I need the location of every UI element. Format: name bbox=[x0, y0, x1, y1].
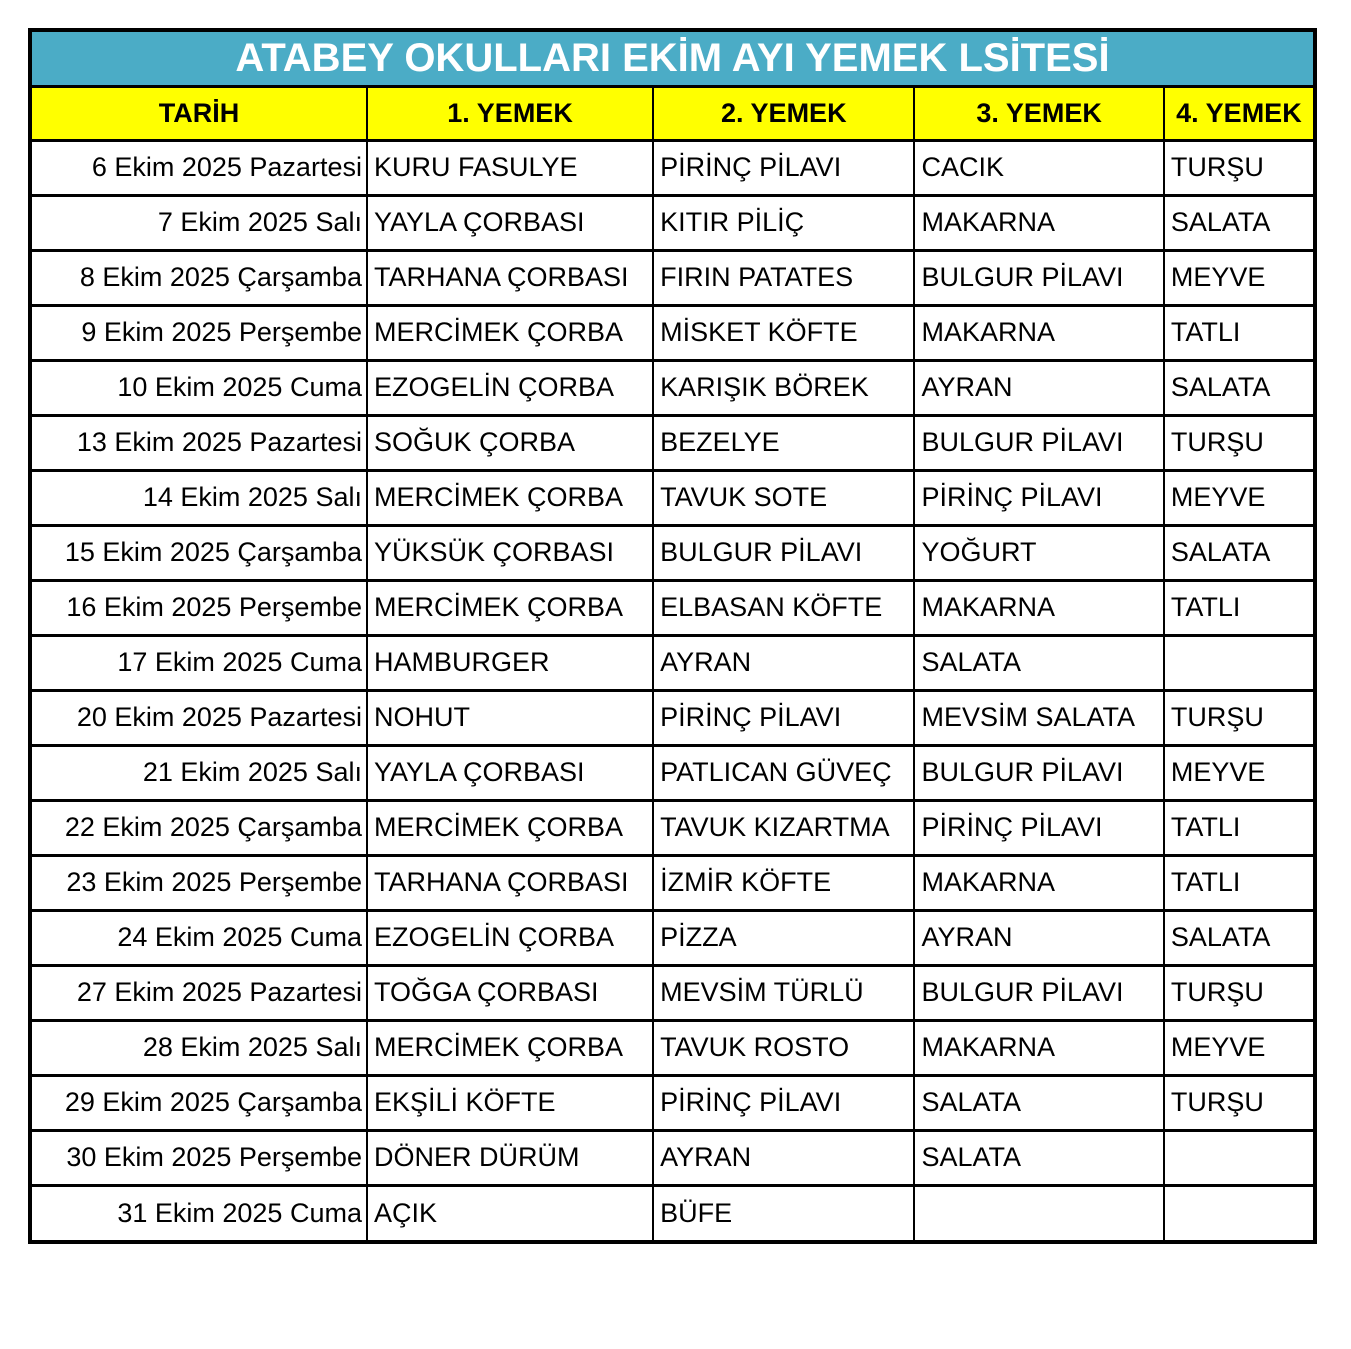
table-row bbox=[32, 855, 1313, 910]
meal-cell: YAYLA ÇORBASI bbox=[367, 745, 653, 800]
table-row bbox=[32, 635, 1313, 690]
meal-cell: HAMBURGER bbox=[367, 635, 653, 690]
date-cell: 23 Ekim 2025 Perşembe bbox=[32, 855, 367, 910]
meal-cell: BULGUR PİLAVI bbox=[914, 965, 1163, 1020]
meal-cell bbox=[914, 1185, 1163, 1240]
meal-cell: FIRIN PATATES bbox=[653, 250, 914, 305]
meal-cell: TATLI bbox=[1164, 305, 1313, 360]
meal-cell: KARIŞIK BÖREK bbox=[653, 360, 914, 415]
meal-cell: BULGUR PİLAVI bbox=[653, 525, 914, 580]
meal-cell: SALATA bbox=[1164, 525, 1313, 580]
table-row bbox=[32, 580, 1313, 635]
meal-cell: TAVUK KIZARTMA bbox=[653, 800, 914, 855]
meal-cell: PİRİNÇ PİLAVI bbox=[653, 1075, 914, 1130]
meal-cell: PİZZA bbox=[653, 910, 914, 965]
date-cell: 20 Ekim 2025 Pazartesi bbox=[32, 690, 367, 745]
column-header-yemek-1: 1. YEMEK bbox=[367, 88, 653, 140]
header-row bbox=[32, 88, 1313, 140]
meal-cell: AYRAN bbox=[914, 910, 1163, 965]
meal-cell: SALATA bbox=[914, 635, 1163, 690]
meal-cell bbox=[1164, 1185, 1313, 1240]
meal-cell: DÖNER DÜRÜM bbox=[367, 1130, 653, 1185]
meal-cell: MERCİMEK ÇORBA bbox=[367, 305, 653, 360]
meal-cell: PİRİNÇ PİLAVI bbox=[914, 800, 1163, 855]
meal-cell: TARHANA ÇORBASI bbox=[367, 855, 653, 910]
meal-cell: PİRİNÇ PİLAVI bbox=[653, 140, 914, 195]
meal-cell: TURŞU bbox=[1164, 1075, 1313, 1130]
meal-cell: SALATA bbox=[914, 1130, 1163, 1185]
meal-cell: TATLI bbox=[1164, 580, 1313, 635]
table-row bbox=[32, 745, 1313, 800]
meal-cell: TATLI bbox=[1164, 855, 1313, 910]
menu-sheet bbox=[28, 28, 1317, 1244]
table-row bbox=[32, 525, 1313, 580]
date-cell: 7 Ekim 2025 Salı bbox=[32, 195, 367, 250]
meal-cell: EZOGELİN ÇORBA bbox=[367, 910, 653, 965]
date-cell: 31 Ekim 2025 Cuma bbox=[32, 1185, 367, 1240]
meal-cell: AYRAN bbox=[653, 1130, 914, 1185]
date-cell: 8 Ekim 2025 Çarşamba bbox=[32, 250, 367, 305]
meal-cell: MERCİMEK ÇORBA bbox=[367, 580, 653, 635]
date-cell: 17 Ekim 2025 Cuma bbox=[32, 635, 367, 690]
meal-cell: AYRAN bbox=[653, 635, 914, 690]
table-row bbox=[32, 250, 1313, 305]
date-cell: 21 Ekim 2025 Salı bbox=[32, 745, 367, 800]
meal-cell: MAKARNA bbox=[914, 1020, 1163, 1075]
meal-cell: MAKARNA bbox=[914, 580, 1163, 635]
table-row bbox=[32, 360, 1313, 415]
meal-cell: MERCİMEK ÇORBA bbox=[367, 470, 653, 525]
table-row bbox=[32, 140, 1313, 195]
meal-cell: ELBASAN KÖFTE bbox=[653, 580, 914, 635]
date-cell: 13 Ekim 2025 Pazartesi bbox=[32, 415, 367, 470]
page-title: ATABEY OKULLARI EKİM AYI YEMEK LSİTESİ bbox=[32, 32, 1313, 88]
meal-cell: TAVUK SOTE bbox=[653, 470, 914, 525]
meal-cell: NOHUT bbox=[367, 690, 653, 745]
meal-cell: TURŞU bbox=[1164, 965, 1313, 1020]
table-row bbox=[32, 800, 1313, 855]
column-header-yemek-3: 3. YEMEK bbox=[914, 88, 1163, 140]
table-row bbox=[32, 965, 1313, 1020]
date-cell: 28 Ekim 2025 Salı bbox=[32, 1020, 367, 1075]
meal-cell: MERCİMEK ÇORBA bbox=[367, 800, 653, 855]
meal-cell: AÇIK bbox=[367, 1185, 653, 1240]
meal-cell: SALATA bbox=[1164, 910, 1313, 965]
date-cell: 15 Ekim 2025 Çarşamba bbox=[32, 525, 367, 580]
date-cell: 6 Ekim 2025 Pazartesi bbox=[32, 140, 367, 195]
menu-table-body bbox=[32, 140, 1313, 1240]
table-row bbox=[32, 195, 1313, 250]
meal-cell: PATLICAN GÜVEÇ bbox=[653, 745, 914, 800]
meal-cell: SALATA bbox=[1164, 360, 1313, 415]
meal-cell: KITIR PİLİÇ bbox=[653, 195, 914, 250]
meal-cell: İZMİR KÖFTE bbox=[653, 855, 914, 910]
menu-table bbox=[32, 88, 1313, 1240]
meal-cell: MEYVE bbox=[1164, 470, 1313, 525]
meal-cell: TURŞU bbox=[1164, 140, 1313, 195]
meal-cell: SALATA bbox=[914, 1075, 1163, 1130]
column-header-tarih: TARİH bbox=[32, 88, 367, 140]
meal-cell: TURŞU bbox=[1164, 415, 1313, 470]
meal-cell: BEZELYE bbox=[653, 415, 914, 470]
meal-cell: TARHANA ÇORBASI bbox=[367, 250, 653, 305]
date-cell: 30 Ekim 2025 Perşembe bbox=[32, 1130, 367, 1185]
meal-cell: SOĞUK ÇORBA bbox=[367, 415, 653, 470]
meal-cell: TURŞU bbox=[1164, 690, 1313, 745]
meal-cell: MEVSİM TÜRLÜ bbox=[653, 965, 914, 1020]
meal-cell bbox=[1164, 635, 1313, 690]
meal-cell: CACIK bbox=[914, 140, 1163, 195]
date-cell: 10 Ekim 2025 Cuma bbox=[32, 360, 367, 415]
date-cell: 27 Ekim 2025 Pazartesi bbox=[32, 965, 367, 1020]
column-header-yemek-2: 2. YEMEK bbox=[653, 88, 914, 140]
table-row bbox=[32, 1130, 1313, 1185]
meal-cell: EKŞİLİ KÖFTE bbox=[367, 1075, 653, 1130]
meal-cell: MEYVE bbox=[1164, 250, 1313, 305]
meal-cell: EZOGELİN ÇORBA bbox=[367, 360, 653, 415]
meal-cell: BULGUR PİLAVI bbox=[914, 415, 1163, 470]
date-cell: 29 Ekim 2025 Çarşamba bbox=[32, 1075, 367, 1130]
meal-cell: TOĞGA ÇORBASI bbox=[367, 965, 653, 1020]
meal-cell: MİSKET KÖFTE bbox=[653, 305, 914, 360]
meal-cell: KURU FASULYE bbox=[367, 140, 653, 195]
date-cell: 22 Ekim 2025 Çarşamba bbox=[32, 800, 367, 855]
meal-cell: MAKARNA bbox=[914, 855, 1163, 910]
date-cell: 9 Ekim 2025 Perşembe bbox=[32, 305, 367, 360]
meal-cell: YAYLA ÇORBASI bbox=[367, 195, 653, 250]
meal-cell: TAVUK ROSTO bbox=[653, 1020, 914, 1075]
meal-cell: MEYVE bbox=[1164, 745, 1313, 800]
table-row bbox=[32, 1075, 1313, 1130]
meal-cell: MAKARNA bbox=[914, 195, 1163, 250]
table-row bbox=[32, 1020, 1313, 1075]
meal-cell bbox=[1164, 1130, 1313, 1185]
meal-cell: PİRİNÇ PİLAVI bbox=[914, 470, 1163, 525]
table-row bbox=[32, 690, 1313, 745]
meal-cell: SALATA bbox=[1164, 195, 1313, 250]
date-cell: 16 Ekim 2025 Perşembe bbox=[32, 580, 367, 635]
meal-cell: MEVSİM SALATA bbox=[914, 690, 1163, 745]
meal-cell: YÜKSÜK ÇORBASI bbox=[367, 525, 653, 580]
table-row bbox=[32, 470, 1313, 525]
date-cell: 24 Ekim 2025 Cuma bbox=[32, 910, 367, 965]
table-row bbox=[32, 1185, 1313, 1240]
meal-cell: BULGUR PİLAVI bbox=[914, 250, 1163, 305]
table-row bbox=[32, 910, 1313, 965]
meal-cell: YOĞURT bbox=[914, 525, 1163, 580]
meal-cell: MERCİMEK ÇORBA bbox=[367, 1020, 653, 1075]
column-header-yemek-4: 4. YEMEK bbox=[1164, 88, 1313, 140]
table-row bbox=[32, 305, 1313, 360]
meal-cell: AYRAN bbox=[914, 360, 1163, 415]
table-row bbox=[32, 415, 1313, 470]
meal-cell: MAKARNA bbox=[914, 305, 1163, 360]
meal-cell: BULGUR PİLAVI bbox=[914, 745, 1163, 800]
date-cell: 14 Ekim 2025 Salı bbox=[32, 470, 367, 525]
meal-cell: TATLI bbox=[1164, 800, 1313, 855]
meal-cell: PİRİNÇ PİLAVI bbox=[653, 690, 914, 745]
meal-cell: MEYVE bbox=[1164, 1020, 1313, 1075]
meal-cell: BÜFE bbox=[653, 1185, 914, 1240]
